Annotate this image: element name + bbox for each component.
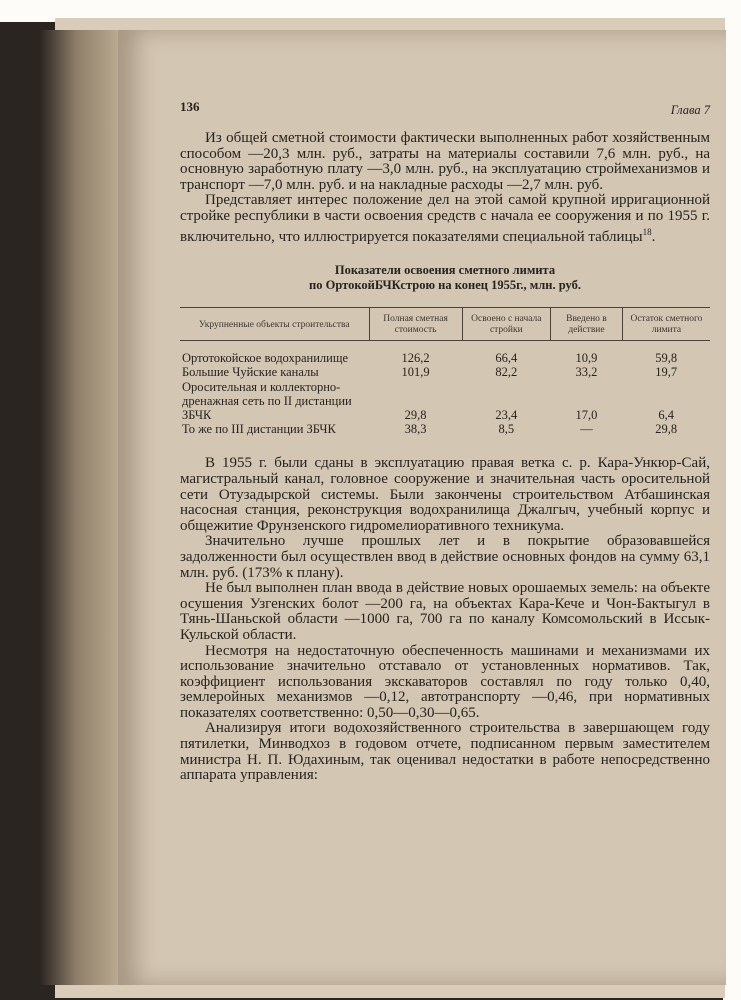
col-header-object: Укрупненные объекты строительства	[180, 308, 369, 341]
footnote-ref: 18	[642, 226, 652, 237]
col-header-full-cost: Полная сметная стоимость	[369, 308, 462, 341]
table-spacer	[180, 341, 710, 352]
paragraph-intro-table: Представляет интерес положение дел на этой самой крупной ирригационной стройке республики в части освоения средств с начала ее сооружения и по 1955 г. включительно, что иллюстрируется показателями специальной таблицы$^{18}$.	[180, 192, 710, 245]
cell-object: Большие Чуйские каналы	[182, 365, 319, 380]
paragraph-machinery: Несмотря на недостаточную обеспеченность машинами и механизмами их использование значительно отставало от установленных нормативов. Так, коэффициент использования экскаваторов составлял по году только 0,40, землеройных механизмов —0,12, автотранспорту —0,46, при нормативных показателях соответственно: 0,50—0,30—0,65.	[180, 642, 710, 721]
cell-remainder: 19,7	[655, 365, 678, 380]
cell-full: 126,2	[401, 351, 430, 366]
table-header-row	[180, 308, 710, 341]
cell-mastered: 23,4	[495, 407, 518, 422]
cell-mastered: 82,2	[495, 365, 518, 380]
cell-full: 29,8	[404, 407, 427, 422]
cell-remainder: 29,8	[655, 422, 678, 437]
col-header-mastered: Освоено с начала стройки	[462, 308, 550, 341]
cell-remainder: 6,4	[658, 407, 674, 422]
paragraph-1955-commissioning: В 1955 г. были сданы в эксплуатацию правая ветка с. р. Кара-Ункюр-Сай, магистральный канал, головное сооружение и значительная часть оросительной сети Отузадырской системы. Были закончены строительством Атбашинская насосная станция, реконструкция водохранилища Джалгыч, учебный корпус и общежитие Фрунзенского гидромелиоративного техникума.	[180, 455, 710, 534]
table-title-line-1: Показатели освоения сметного лимита	[334, 263, 556, 278]
table-row	[180, 380, 710, 423]
table-row	[180, 365, 710, 379]
page-number: 136	[180, 99, 200, 114]
col-header-commissioned: Введено в действие	[551, 308, 623, 341]
body-text	[180, 456, 710, 783]
cell-object: То же по III дистанции ЗБЧК	[182, 422, 336, 437]
cell-object: Оросительная и коллекторно-дренажная сеть по II дистанции ЗБЧК	[182, 379, 352, 422]
cell-commissioned: 17,0	[575, 407, 598, 422]
data-table	[180, 307, 710, 436]
cell-full: 38,3	[404, 422, 427, 437]
paragraph-minvodkhoz: Анализируя итоги водохозяйственного строительства в завершающем году пятилетки, Минводхоз в годовом отчете, подписанном первым заместителем министра Н. П. Юдахиным, так оценивал недостатки в работе непосредственно аппарата управления:	[180, 720, 710, 784]
paragraph-intro-text: Представляет интерес положение дел на этой самой крупной ирригационной стройке республики в части освоения средств с начала ее сооружения и по 1955 г. включительно, что иллюстрируется показателями специальной таблицы	[180, 192, 710, 245]
cell-commissioned: 10,9	[575, 351, 598, 366]
table-row	[180, 422, 710, 436]
page-content	[180, 95, 710, 784]
paragraph-costs: Из общей сметной стоимости фактически выполненных работ хозяйственным способом —20,3 млн. руб., затраты на материалы составили 7,6 млн. руб., на основную заработную плату —3,0 млн. руб., на эксплуатацию строймеханизмов и транспорт —7,0 млн. руб. и на накладные расходы —2,7 млн. руб.	[180, 130, 710, 193]
paragraph-irrigated-lands: Не был выполнен план ввода в действие новых орошаемых земель: на объекте осушения Узгенских болот —200 га, на объектах Кара-Кече и Чон-Бактыгул в Тянь-Шаньской области —1000 га, 700 га по каналу Комсомольский в Иссык-Кульской области.	[180, 580, 710, 643]
cell-commissioned: —	[580, 422, 593, 437]
cell-object: Ортотокойское водохранилище	[182, 351, 349, 366]
cell-mastered: 8,5	[498, 422, 515, 437]
table-title-line-2: по ОртокойБЧКстрою на конец 1955г., млн. руб.	[309, 278, 581, 293]
table-title	[180, 263, 710, 293]
paragraph-fixed-assets: Значительно лучше прошлых лет и в покрытие образовавшейся задолженности был осуществлен ввод в действие основных фондов на сумму 63,1 млн. руб. (173% к плану).	[180, 533, 710, 581]
cell-mastered: 66,4	[495, 351, 518, 366]
cell-remainder: 59,8	[655, 351, 678, 366]
cell-commissioned: 33,2	[575, 365, 598, 380]
col-header-remainder: Остаток сметного лимита	[622, 308, 710, 341]
table-row	[180, 351, 710, 365]
cell-full: 101,9	[401, 365, 430, 380]
running-header	[180, 95, 710, 121]
chapter-title: Глава 7	[670, 103, 710, 117]
